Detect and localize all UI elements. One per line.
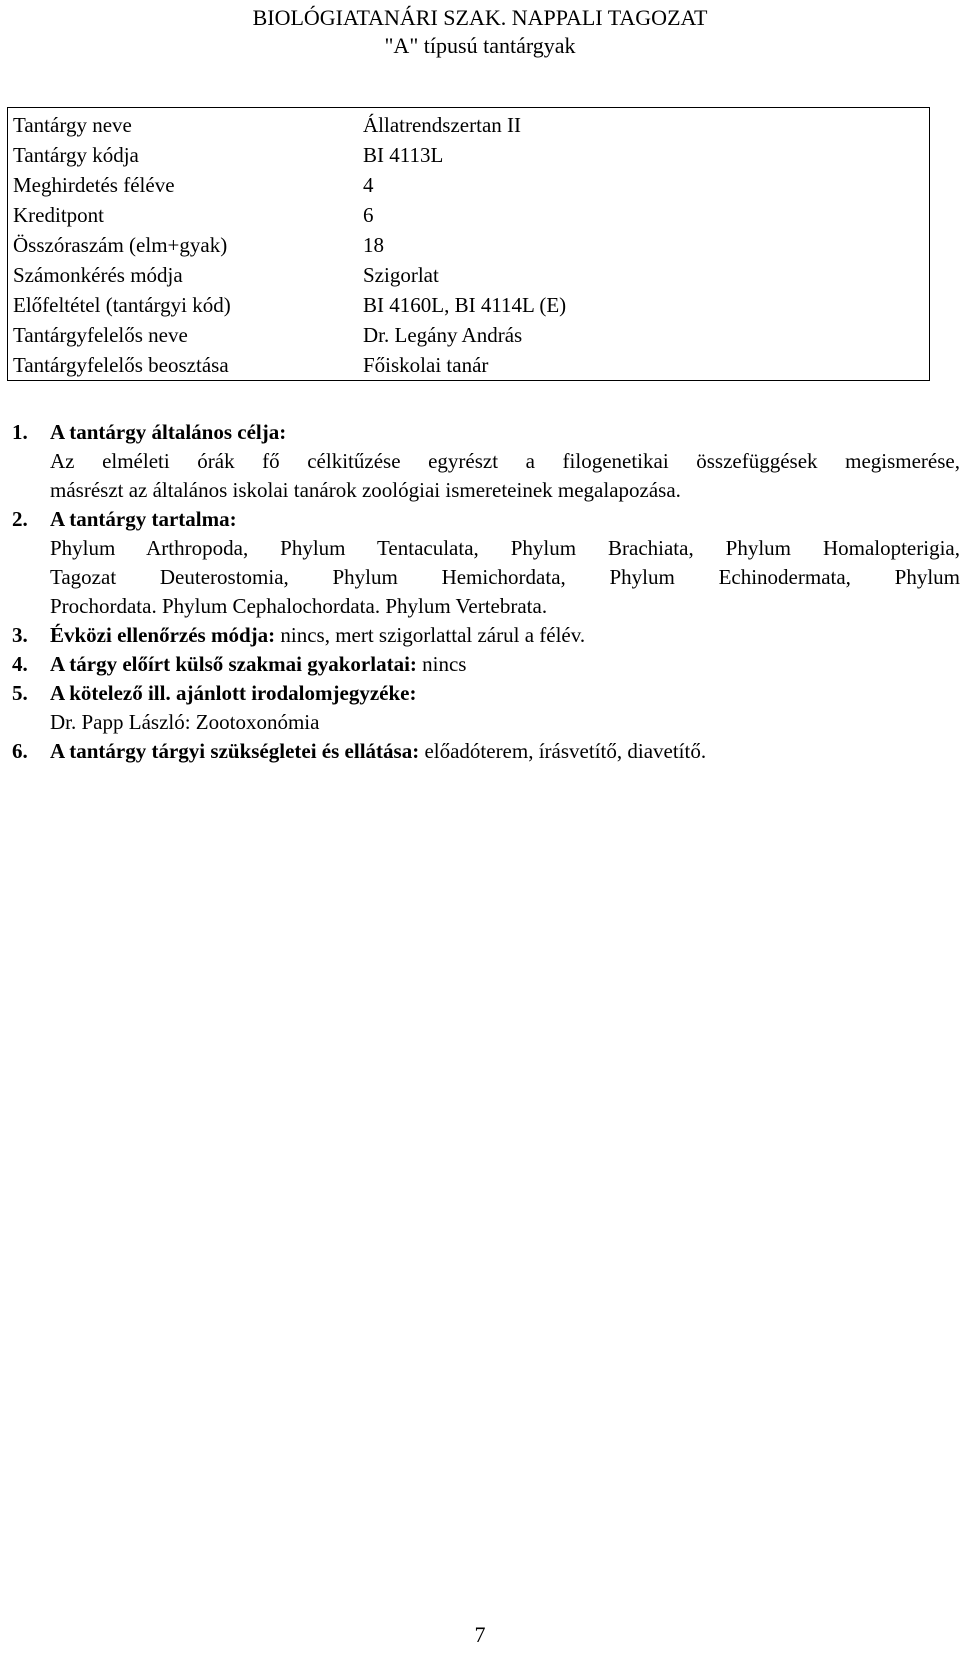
info-label: Kreditpont <box>13 203 104 227</box>
info-row <box>8 108 930 141</box>
info-row <box>8 170 930 200</box>
section-3 <box>12 621 960 650</box>
section-number: 3. <box>12 623 28 647</box>
info-label: Tantárgyfelelős neve <box>13 323 188 347</box>
info-label: Előfeltétel (tantárgyi kód) <box>13 293 231 317</box>
info-value: BI 4113L <box>363 143 444 167</box>
section-inline-text: nincs <box>416 652 467 676</box>
section-number: 2. <box>12 507 28 531</box>
section-2 <box>12 505 960 621</box>
section-number: 1. <box>12 420 28 444</box>
section-5 <box>12 679 960 737</box>
info-label: Tantárgy neve <box>13 113 132 137</box>
info-value: Állatrendszertan II <box>363 113 522 137</box>
section-title: A tantárgy tartalma: <box>50 507 237 531</box>
info-row <box>8 260 930 290</box>
info-value: BI 4160L, BI 4114L (E) <box>363 293 567 317</box>
section-text-line: Phylum Arthropoda, Phylum Tentaculata, Phylum Brachiata, Phylum Homalopterigia, <box>50 536 960 560</box>
section-number: 5. <box>12 681 28 705</box>
info-row <box>8 350 930 381</box>
info-row <box>8 140 930 170</box>
info-label: Meghirdetés féléve <box>13 173 175 197</box>
section-title: A tantárgy általános célja: <box>50 420 287 444</box>
page-number: 7 <box>474 1622 486 1647</box>
section-number: 6. <box>12 739 28 763</box>
document-header-line1: BIOLÓGIATANÁRI SZAK. NAPPALI TAGOZAT <box>252 5 708 30</box>
info-value: 6 <box>363 203 374 227</box>
section-text-line: másrészt az általános iskolai tanárok zoológiai ismereteinek megalapozása. <box>50 478 681 502</box>
info-row <box>8 320 930 350</box>
info-value: Szigorlat <box>363 263 439 287</box>
section-1 <box>12 418 960 505</box>
section-inline-text: nincs, mert szigorlattal zárul a félév. <box>275 623 586 647</box>
section-inline-text: előadóterem, írásvetítő, diavetítő. <box>419 739 707 763</box>
section-title: A kötelező ill. ajánlott irodalomjegyzéke: <box>50 681 417 705</box>
info-label: Tantárgy kódja <box>13 143 139 167</box>
section-text-line: Az elméleti órák fő célkitűzése egyrészt a filogenetikai összefüggések megismerése, <box>50 449 960 473</box>
section-text-line: Tagozat Deuterostomia, Phylum Hemichordata, Phylum Echinodermata, Phylum <box>50 565 960 589</box>
section-text-line: Dr. Papp László: Zootoxonómia <box>50 710 320 734</box>
document-header-line2: "A" típusú tantárgyak <box>384 33 576 58</box>
section-title: Évközi ellenőrzés módja: <box>50 623 276 647</box>
course-info-table <box>7 107 930 381</box>
info-label: Tantárgyfelelős beosztása <box>13 353 229 377</box>
info-row <box>8 230 930 260</box>
info-value: Főiskolai tanár <box>363 353 489 377</box>
info-label: Összóraszám (elm+gyak) <box>13 233 228 257</box>
section-title: A tárgy előírt külső szakmai gyakorlatai: <box>50 652 417 676</box>
section-text-line: Prochordata. Phylum Cephalochordata. Phylum Vertebrata. <box>50 594 548 618</box>
info-value: Dr. Legány András <box>363 323 523 347</box>
info-row <box>8 290 930 320</box>
section-number: 4. <box>12 652 28 676</box>
section-6 <box>12 737 960 766</box>
info-value: 4 <box>363 173 374 197</box>
info-value: 18 <box>363 233 384 257</box>
section-4 <box>12 650 960 679</box>
info-row <box>8 200 930 230</box>
course-description <box>12 418 960 766</box>
section-title: A tantárgy tárgyi szükségletei és ellátása: <box>50 739 420 763</box>
info-label: Számonkérés módja <box>13 263 183 287</box>
